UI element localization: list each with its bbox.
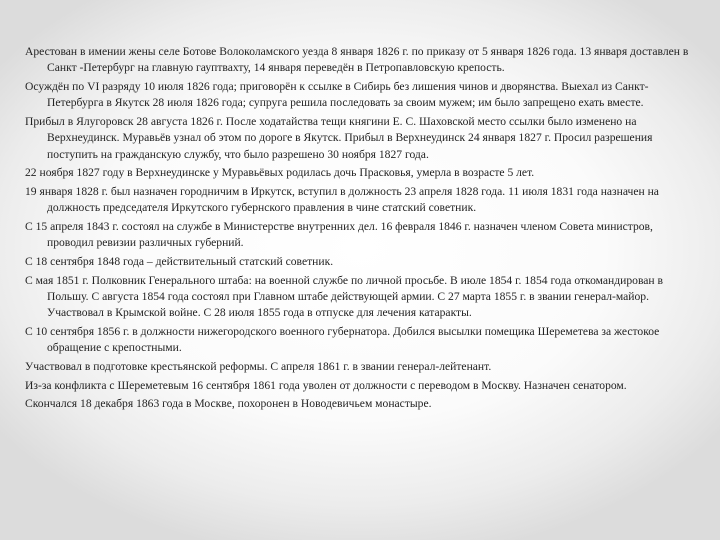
paragraph-arrest: Арестован в имении жены селе Ботове Волоколамского уезда 8 января 1826 г. по приказу от 5 января 1826 года. 13 января доставлен в Санкт -Петербург на главную гауптвахту, 14 января переведён в Петропавловскую крепость. <box>25 45 689 75</box>
paragraph-ministry: С 15 апреля 1843 г. состоял на службе в Министерстве внутренних дел. 16 февраля 1846 г. назначен членом Совета министров, проводил ревизии различных губерний. <box>25 219 653 250</box>
paragraph-irkutsk: 19 января 1828 г. был назначен городничим в Иркутск, вступил в должность 23 апреля 1828 года. 11 июля 1831 года назначен на должность председателя Иркутского губернского правления в чине статский советник. <box>25 184 659 215</box>
paragraph-senator: Из-за конфликта с Шереметевым 16 сентября 1861 года уволен от должности с переводом в Москву. Назначен сенатором. <box>25 378 627 392</box>
paragraph-reform: Участвовал в подготовке крестьянской реформы. С апреля 1861 г. в звании генерал-лейтенант. <box>25 359 492 373</box>
paragraph-daughter: 22 ноября 1827 году в Верхнеудинске у Муравьёвых родилась дочь Прасковья, умерла в возрасте 5 лет. <box>25 166 535 180</box>
paragraph-death: Скончался 18 декабря 1863 года в Москве, похоронен в Новодевичьем монастыре. <box>25 397 432 411</box>
paragraph-governor: С 10 сентября 1856 г. в должности нижегородского военного губернатора. Добился высылки помещика Шереметева за жестокое обращение с крепостными. <box>25 324 660 355</box>
paragraph-military: С мая 1851 г. Полковник Генерального штаба: на военной службе по личной просьбе. В июле 1854 г. 1854 года откомандирован в Польшу. С августа 1854 года состоял при Главном штабе действующей армии. С 27 марта 1855 г. в звании генерал-майор. Участвовал в Крымской войне. С 28 июля 1855 года в отпуске для лечения катаракты. <box>25 273 663 320</box>
biography-text <box>25 44 697 415</box>
paragraph-sentence: Осуждён по VI разряду 10 июля 1826 года; приговорён к ссылке в Сибирь без лишения чинов и дворянства. Выехал из Санкт-Петербурга в Якутск 28 июля 1826 года; супруга решила последовать за своим мужем; им было запрещено ехать вместе. <box>25 79 649 110</box>
paragraph-councillor: С 18 сентября 1848 года – действительный статский советник. <box>25 254 334 268</box>
paragraph-exile: Прибыл в Ялугоровск 28 августа 1826 г. После ходатайства тещи княгини Е. С. Шаховской место ссылки было изменено на Верхнеудинск. Муравьёв узнал об этом по дороге в Якутск. Прибыл в Верхнеудинск 24 января 1827 г. Просил разрешения поступить на гражданскую службу, что было разрешено 30 ноября 1827 года. <box>25 114 653 161</box>
